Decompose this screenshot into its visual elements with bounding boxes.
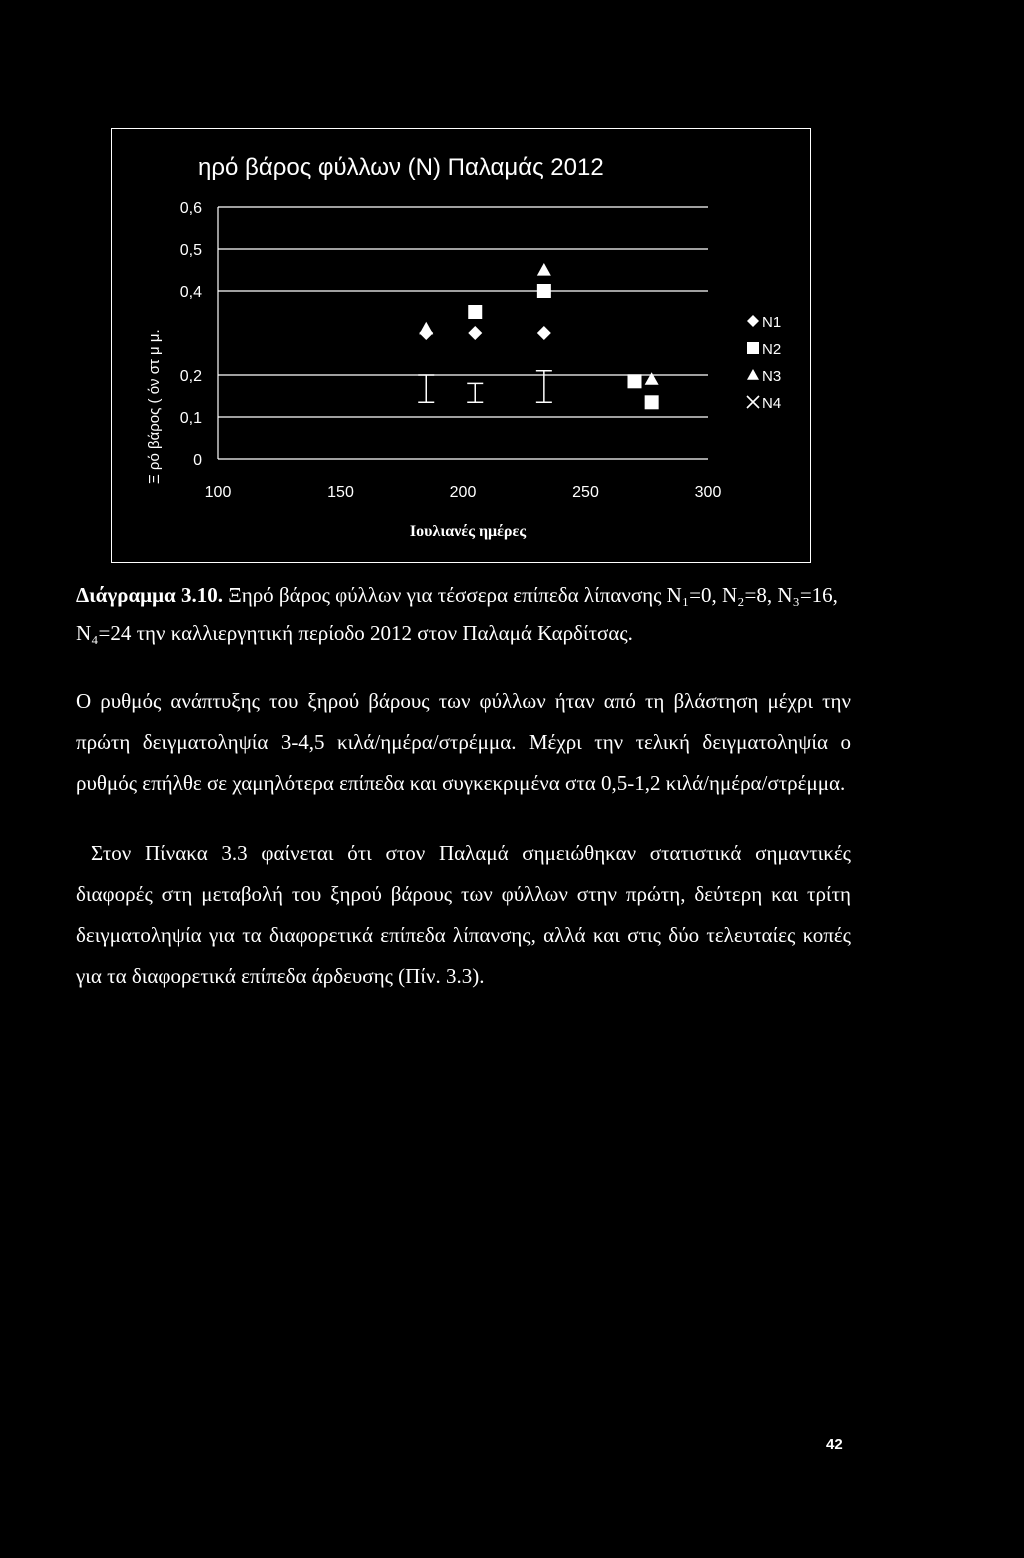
data-point-n3 xyxy=(645,372,659,385)
body-paragraph-1: Ο ρυθμός ανάπτυξης του ξηρού βάρους των φύλλων ήταν από τη βλάστηση μέχρι την πρώτη δειγματοληψία 3-4,5 κιλά/ημέρα/στρέμμα. Μέχρι την τελική δειγματοληψία ο ρυθμός επήλθε σε χαμηλότερα επίπεδα και συγκεκριμένα στα 0,5-1,2 κιλά/ημέρα/στρέμμα. xyxy=(76,689,851,795)
data-point-n2 xyxy=(537,284,551,298)
legend xyxy=(747,314,781,412)
caption-label: Διάγραμμα 3.10. xyxy=(76,583,223,607)
y-tick-label: 0,1 xyxy=(179,410,202,427)
chart-figure xyxy=(111,128,811,563)
x-tick-label: 100 xyxy=(204,484,232,501)
page-number: 42 xyxy=(826,1436,843,1453)
data-point-n2 xyxy=(468,305,482,319)
legend-label-n1: N1 xyxy=(762,314,782,331)
y-tick-label: 0,2 xyxy=(179,368,202,385)
y-tick-label: 0,5 xyxy=(179,242,202,259)
chart-title: ηρό βάρος φύλλων (N) Παλαμάς 2012 xyxy=(198,154,604,181)
y-tick-label: 0 xyxy=(193,452,202,469)
legend-label-n3: N3 xyxy=(762,368,782,385)
legend-marker-n2 xyxy=(747,342,759,354)
x-tick-label: 250 xyxy=(572,484,599,501)
x-tick-label: 150 xyxy=(327,484,354,501)
data-point-n2 xyxy=(645,395,659,409)
y-tick-label: 0,6 xyxy=(179,200,202,217)
gridlines xyxy=(218,207,708,459)
legend-label-n4: N4 xyxy=(762,395,782,412)
data-point-n1 xyxy=(468,326,482,340)
x-axis-label: Ιουλιανές ημέρες xyxy=(409,523,527,540)
legend-marker-n3 xyxy=(747,369,759,380)
y-tick-label: 0,4 xyxy=(179,284,202,301)
data-point-n3 xyxy=(419,322,433,335)
data-point-n1 xyxy=(537,326,551,340)
chart-svg xyxy=(112,129,810,562)
x-tick-label: 200 xyxy=(449,484,477,501)
x-tick-label: 300 xyxy=(694,484,722,501)
data-point-n2 xyxy=(628,374,642,388)
data-points xyxy=(419,263,658,409)
figure-caption xyxy=(76,576,866,652)
legend-label-n2: N2 xyxy=(762,341,782,358)
y-axis-label: Ξ ρό βάρος ( όν στ μ μ. xyxy=(146,329,163,484)
data-point-n3 xyxy=(537,263,551,276)
legend-marker-n4 xyxy=(747,396,759,408)
body-paragraph-2-text: Στον Πίνακα 3.3 φαίνεται ότι στον Παλαμά σημειώθηκαν στατιστικά σημαντικές διαφορές στη μεταβολή του ξηρού βάρους των φύλλων στην πρώτη, δεύτερη και τρίτη δειγματοληψία για τα διαφορετικά επίπεδα λίπανσης, αλλά και στις δύο τελευταίες κοπές για τα διαφορετικά επίπεδα άρδευσης (Πίν. 3.3). xyxy=(76,841,851,988)
axis-ticks xyxy=(180,200,722,501)
body-paragraph-2 xyxy=(76,833,851,997)
caption-text: Ξηρό βάρος φύλλων για τέσσερα επίπεδα λίπανσης N₁=0, N₂=8, N₃=16, N₄=24 την καλλιεργητική περίοδο 2012 στον Παλαμά Καρδίτσας. xyxy=(76,583,838,645)
legend-marker-n1 xyxy=(747,315,759,327)
